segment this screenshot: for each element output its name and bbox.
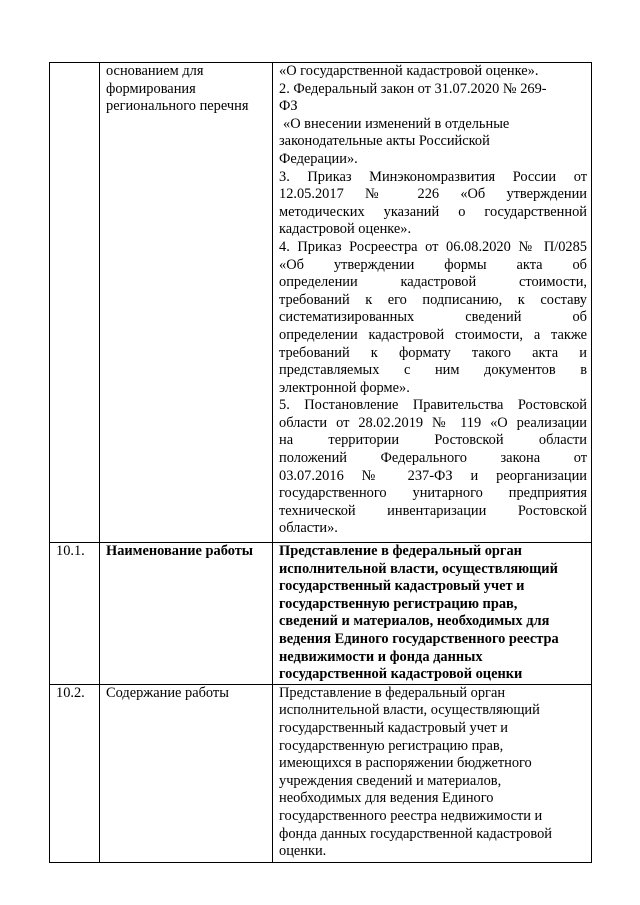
- description-line: ведения Единого государственного реестра: [279, 630, 559, 647]
- description-line: оценки.: [279, 843, 327, 860]
- description-line: недвижимости и фонда данных: [279, 648, 483, 665]
- text-line: систематизированных сведений об: [279, 309, 587, 326]
- row-description: [279, 685, 587, 861]
- row-number-cell: [50, 684, 100, 862]
- text-line: на территории Ростовской области: [279, 432, 587, 449]
- text-line: ФЗ: [279, 98, 298, 115]
- table-row-10-2: [50, 684, 592, 862]
- row-description-cell: [273, 63, 592, 543]
- text-line: Федерации».: [279, 150, 358, 167]
- legal-basis-item: [279, 397, 587, 538]
- row-name-line: основанием для: [106, 63, 204, 79]
- row-name: Наименование работы: [106, 543, 254, 559]
- description-line: государственную регистрацию прав,: [279, 595, 518, 612]
- row-number-cell: [50, 543, 100, 685]
- description-line: Представление в федеральный орган: [279, 543, 522, 559]
- description-line: государственного реестра недвижимости и: [279, 807, 543, 824]
- row-name-line: регионального перечня: [106, 98, 249, 115]
- row-name-line: формирования: [106, 80, 196, 97]
- row-name: [106, 63, 268, 116]
- description-line: государственную регистрацию прав,: [279, 737, 504, 754]
- description-line: учреждения сведений и материалов,: [279, 772, 502, 789]
- legal-basis-item: [279, 169, 587, 239]
- text-line: 4. Приказ Росреестра от 06.08.2020 № П/0285: [279, 238, 587, 255]
- description-line: государственный кадастровый учет и: [279, 578, 525, 595]
- text-line: «О государственной кадастровой оценке».: [279, 63, 539, 79]
- legal-basis-item: [279, 81, 587, 169]
- text-line: области от 28.02.2019 № 119 «О реализации: [279, 414, 587, 431]
- row-description-cell: [273, 543, 592, 685]
- description-line: исполнительной власти, осуществляющий: [279, 560, 558, 577]
- table-row-10-1: [50, 543, 592, 685]
- text-line: методических указаний о государственной: [279, 203, 587, 220]
- text-line: представляемых с ним документов в: [279, 362, 587, 379]
- description-line: фонда данных государственной кадастровой: [279, 825, 552, 842]
- text-line: «Об утверждении формы акта об: [279, 256, 587, 273]
- legal-basis-item: [279, 63, 587, 81]
- row-name-cell: [100, 63, 273, 543]
- text-line: требований к его подписанию, к составу: [279, 291, 587, 308]
- text-line: 03.07.2016 № 237-ФЗ и реорганизации: [279, 467, 587, 484]
- table-row-continuation: [50, 63, 592, 543]
- text-line: 5. Постановление Правительства Ростовской: [279, 397, 587, 414]
- row-number: 10.1.: [56, 543, 85, 559]
- text-line: кадастровой оценке».: [279, 221, 412, 238]
- legal-basis-list: [279, 63, 587, 538]
- text-line: технической инвентаризации Ростовской: [279, 502, 587, 519]
- row-description-cell: [273, 684, 592, 862]
- row-number-cell: [50, 63, 100, 543]
- text-line: «О внесении изменений в отдельные: [283, 115, 510, 132]
- text-line: определении кадастровой стоимости, а также: [279, 326, 587, 343]
- row-number: 10.2.: [56, 684, 85, 701]
- text-line: положений Федерального закона от: [279, 450, 587, 467]
- text-line: требований к формату такого акта и: [279, 344, 587, 361]
- description-line: сведений и материалов, необходимых для: [279, 613, 550, 630]
- text-line: определении кадастровой стоимости,: [279, 274, 587, 291]
- text-line: 12.05.2017 № 226 «Об утверждении: [279, 186, 587, 203]
- description-line: имеющихся в распоряжении бюджетного: [279, 755, 532, 772]
- description-line: Представление в федеральный орган: [279, 684, 506, 701]
- description-line: исполнительной власти, осуществляющий: [279, 702, 540, 719]
- text-line: государственного унитарного предприятия: [279, 485, 587, 502]
- row-name: Содержание работы: [106, 684, 229, 701]
- legal-basis-item: [279, 239, 587, 397]
- description-line: государственной кадастровой оценки: [279, 666, 523, 683]
- text-line: электронной форме».: [279, 379, 410, 396]
- description-line: необходимых для ведения Единого: [279, 790, 494, 807]
- work-description-table: [49, 62, 592, 863]
- text-line: области».: [279, 520, 338, 537]
- description-line: государственный кадастровый учет и: [279, 719, 508, 736]
- text-line: законодательные акты Российской: [279, 133, 490, 150]
- text-line: 3. Приказ Минэкономразвития России от: [279, 168, 587, 185]
- row-description: [279, 543, 587, 684]
- row-name-cell: [100, 684, 273, 862]
- text-line: 2. Федеральный закон от 31.07.2020 № 269-: [279, 80, 547, 97]
- row-name-cell: [100, 543, 273, 685]
